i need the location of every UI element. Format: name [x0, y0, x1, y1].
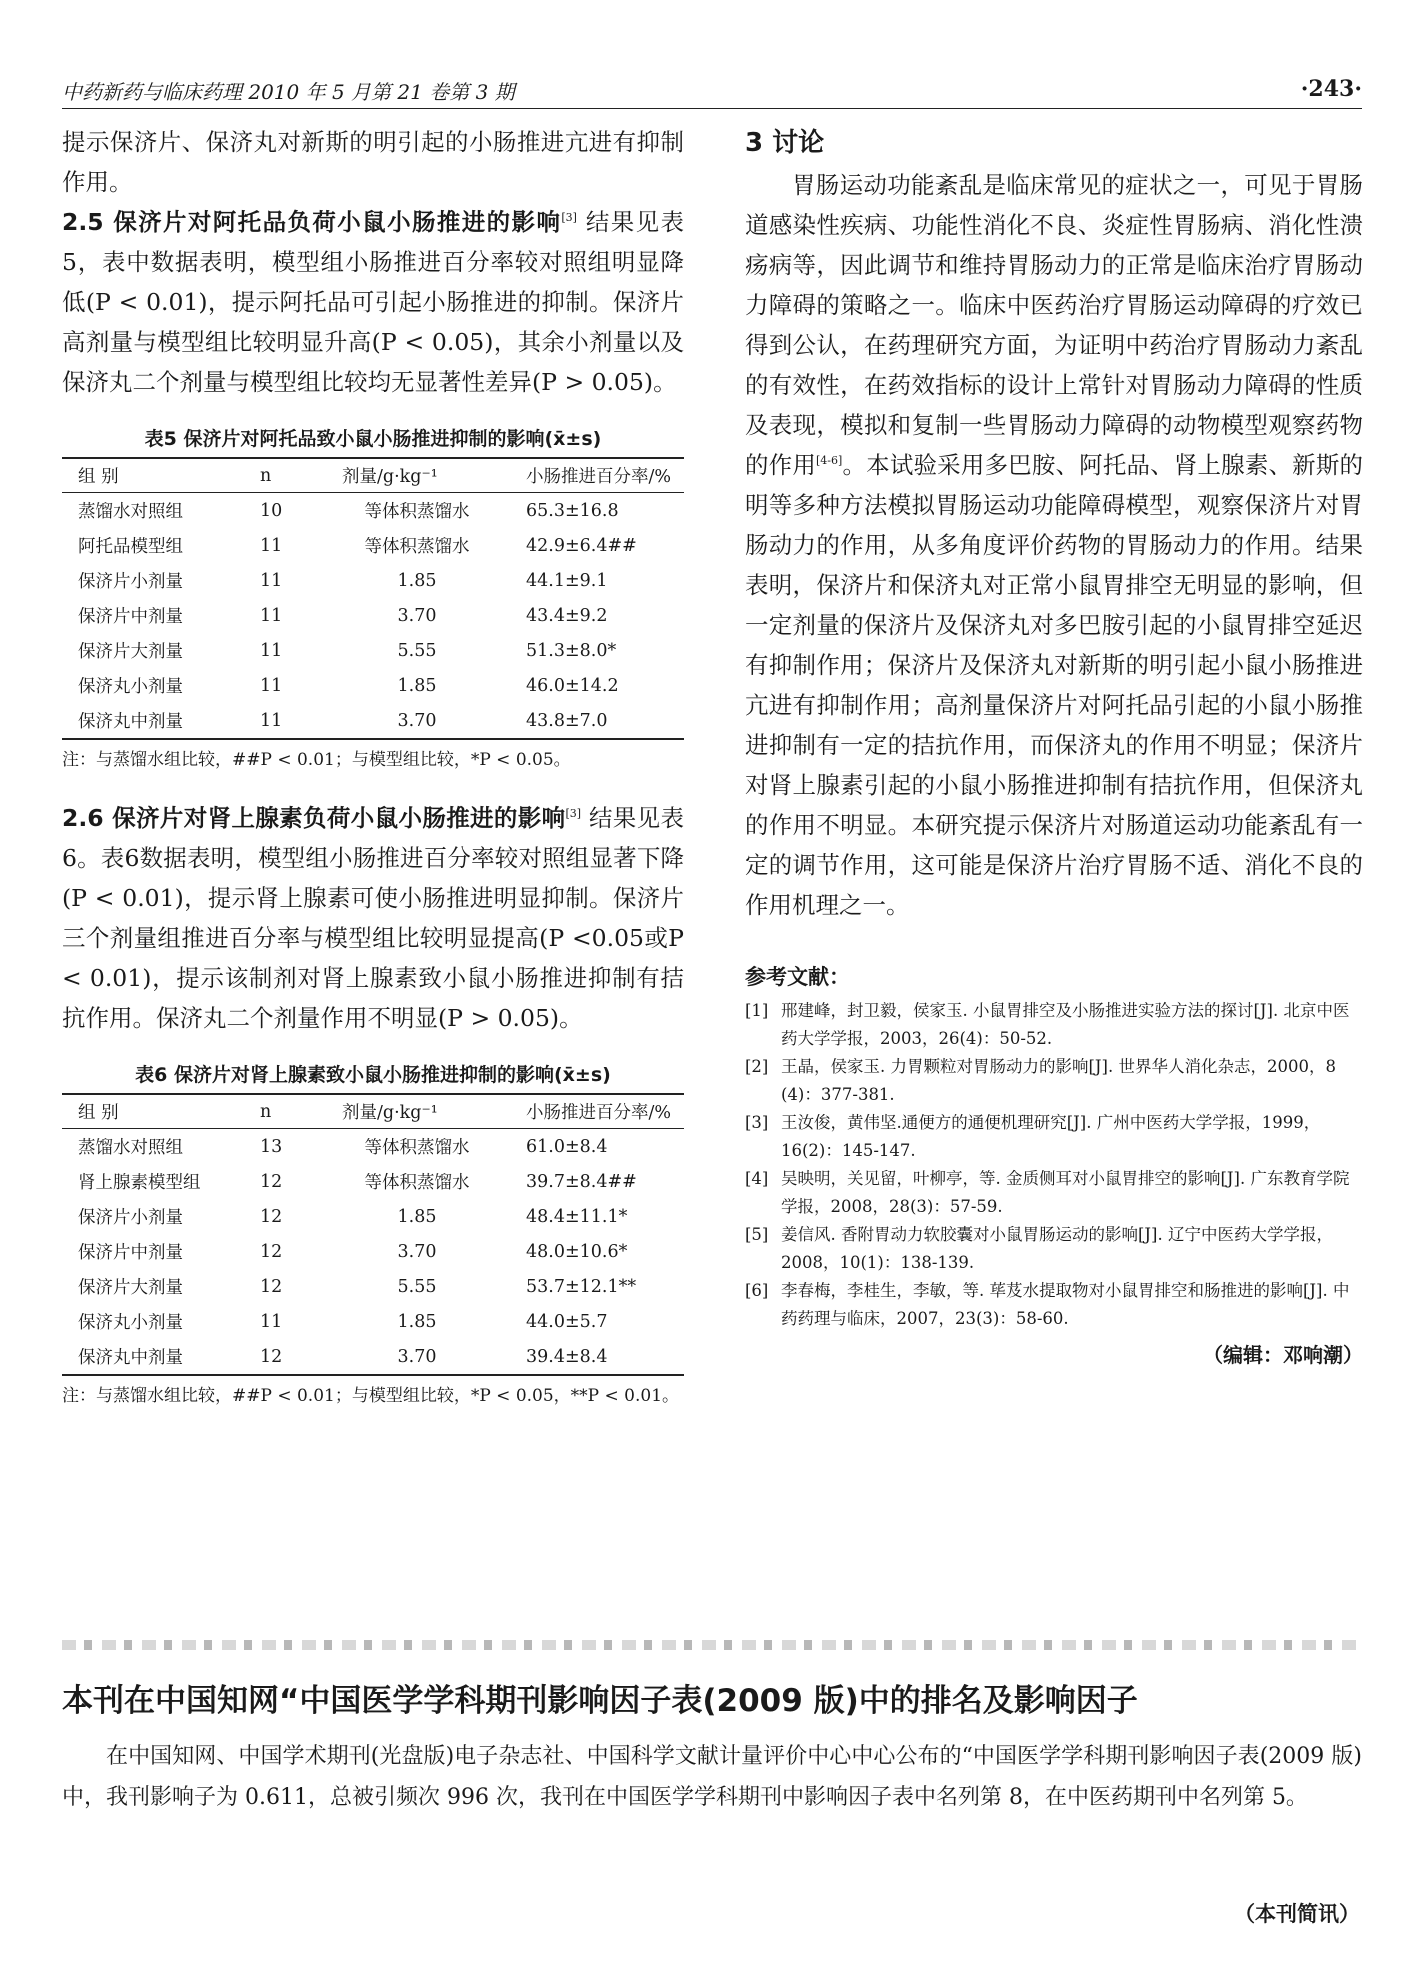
- table-cell: 11: [260, 675, 283, 696]
- section-2-6: [62, 798, 684, 1038]
- left-column: [62, 122, 684, 1410]
- section-text: 结果见表6。表6数据表明，模型组小肠推进百分率较对照组显著下降(P < 0.01)，提示肾上腺素可使小肠推进明显抑制。保济片三个剂量组推进百分率与模型组比较明显提高(P <0.05或P < 0.01)，提示该制剂对肾上腺素致小鼠小肠推进抑制有拮抗作用。保济丸二个剂量作用不明显(P > 0.05)。: [62, 804, 685, 1032]
- table-cell: 等体积蒸馏水: [364, 502, 470, 522]
- right-column: [745, 122, 1363, 1388]
- notice-body: [62, 1736, 1362, 1818]
- table-cell: 39.7±8.4##: [526, 1171, 637, 1192]
- table-cell: 11: [260, 570, 283, 591]
- col-header: 小肠推进百分率/%: [498, 458, 684, 493]
- citation: [3]: [561, 211, 577, 225]
- discussion-heading: 3 讨论: [745, 128, 825, 158]
- reference-number: [3]: [745, 1113, 769, 1132]
- discussion-text: 胃肠运动功能紊乱是临床常见的症状之一，可见于胃肠道感染性疾病、功能性消化不良、炎症性胃肠病、消化性溃疡病等，因此调节和维持胃肠动力的正常是临床治疗胃肠动力障碍的策略之一。临床中医药治疗胃肠运动障碍的疗效已得到公认，在药理研究方面，为证明中药治疗胃肠动力紊乱的有效性，在药效指标的设计上常针对胃肠动力障碍的性质及表现，模拟和复制一些胃肠动力障碍的动物模型观察药物的作用: [745, 171, 1363, 479]
- table-cell: 保济片小剂量: [78, 1208, 183, 1228]
- reference-item: [745, 1221, 1363, 1277]
- reference-text: 王汝俊，黄伟坚.通便方的通便机理研究[J]. 广州中医药大学学报，1999，16(2)：145-147.: [781, 1113, 1321, 1160]
- table-cell: 44.1±9.1: [526, 570, 608, 591]
- table-cell: 48.0±10.6*: [526, 1241, 628, 1262]
- table-row: [62, 633, 684, 668]
- col-header: 组 别: [62, 458, 254, 493]
- table-cell: 1.85: [397, 570, 437, 591]
- notice-text: 在中国知网、中国学术期刊(光盘版)电子杂志社、中国科学文献计量评价中心中心公布的“中国医学学科期刊影响因子表(2009 版)中，我刊影响子为 0.611，总被引频次 996 次，我刊在中国医学学科期刊中影响因子表中名列第 8，在中医药期刊中名列第 5。: [62, 1744, 1362, 1810]
- table-cell: 12: [254, 1339, 336, 1375]
- editor-credit: （编辑：邓响潮）: [1203, 1343, 1363, 1367]
- running-header: [62, 72, 1362, 109]
- table-cell: 保济丸小剂量: [78, 677, 183, 697]
- table5-note: 注：与蒸馏水组比较，##P < 0.01；与模型组比较，*P < 0.05。: [62, 750, 571, 770]
- reference-item: [745, 1277, 1363, 1333]
- table-cell: 65.3±16.8: [526, 500, 619, 521]
- table-cell: 43.4±9.2: [526, 605, 608, 626]
- section-title: 2.6 保济片对肾上腺素负荷小鼠小肠推进的影响: [62, 804, 566, 832]
- reference-text: 吴映明，关见留，叶柳亭，等. 金质侧耳对小鼠胃排空的影响[J]. 广东教育学院学报，2008，28(3)：57-59.: [781, 1169, 1350, 1216]
- table-row: [62, 528, 684, 563]
- table-row: [62, 703, 684, 739]
- citation: [3]: [565, 807, 582, 821]
- table-cell: 蒸馏水对照组: [78, 1138, 183, 1158]
- reference-item: [745, 1165, 1363, 1221]
- table-cell: 11: [254, 703, 336, 739]
- table-cell: 等体积蒸馏水: [364, 1138, 470, 1158]
- col-header: 剂量/g·kg⁻¹: [336, 458, 498, 493]
- table-cell: 48.4±11.1*: [526, 1206, 628, 1227]
- table-cell: 1.85: [397, 1311, 437, 1332]
- reference-text: 王晶，侯家玉. 力胃颗粒对胃肠动力的影响[J]. 世界华人消化杂志，2000，8 (4)：377-381.: [781, 1057, 1336, 1104]
- table-cell: 42.9±6.4##: [526, 535, 637, 556]
- table-cell: 11: [260, 1311, 283, 1332]
- reference-number: [5]: [745, 1225, 769, 1244]
- table-cell: 5.55: [397, 1276, 437, 1297]
- table-cell: 1.85: [397, 1206, 437, 1227]
- paragraph: 提示保济片、保济丸对新斯的明引起的小肠推进亢进有抑制作用。: [62, 128, 684, 196]
- table-cell: 10: [260, 500, 283, 521]
- section-2-5: [62, 202, 684, 402]
- table-cell: 43.8±7.0: [498, 703, 684, 739]
- table-cell: 保济丸小剂量: [78, 1313, 183, 1333]
- table-cell: 11: [260, 640, 283, 661]
- table-row: [62, 1304, 684, 1339]
- reference-number: [6]: [745, 1281, 769, 1300]
- table-cell: 1.85: [397, 675, 437, 696]
- col-header: n: [254, 1094, 336, 1129]
- table-row: [62, 1339, 684, 1375]
- table-cell: 61.0±8.4: [526, 1136, 608, 1157]
- reference-number: [2]: [745, 1057, 769, 1076]
- reference-item: [745, 997, 1363, 1053]
- table-cell: 保济片小剂量: [78, 572, 183, 592]
- discussion-text-cont: 。本试验采用多巴胺、阿托品、肾上腺素、新斯的明等多种方法模拟胃肠运动功能障碍模型，观察保济片对胃肠动力的作用，从多角度评价药物的胃肠动力的作用。结果表明，保济片和保济丸对正常小鼠胃排空无明显的影响，但一定剂量的保济片及保济丸对多巴胺引起的小鼠胃排空延迟有抑制作用；保济片及保济丸对新斯的明引起小鼠小肠推进亢进有抑制作用；高剂量保济片对阿托品引起的小鼠小肠推进抑制有一定的拮抗作用，而保济丸的作用不明显；保济片对肾上腺素引起的小鼠小肠推进抑制有拮抗作用，但保济丸的作用不明显。本研究提示保济片对肠道运动功能紊乱有一定的调节作用，这可能是保济片治疗胃肠不适、消化不良的作用机理之一。: [745, 451, 1364, 919]
- notice-source: （本刊简讯）: [1234, 1901, 1360, 1926]
- reference-text: 邢建峰，封卫毅，侯家玉. 小鼠胃排空及小肠推进实验方法的探讨[J]. 北京中医药大学学报，2003，26(4)：50-52.: [781, 1001, 1350, 1048]
- notice-title: 本刊在中国知网“中国医学学科期刊影响因子表(2009 版)中的排名及影响因子: [62, 1683, 1138, 1719]
- col-header: 剂量/g·kg⁻¹: [336, 1094, 498, 1129]
- table-row: [62, 1129, 684, 1165]
- table-cell: 12: [260, 1171, 283, 1192]
- section-title: 2.5 保济片对阿托品负荷小鼠小肠推进的影响: [62, 208, 562, 236]
- col-header: n: [254, 458, 336, 493]
- table-row: [62, 1199, 684, 1234]
- table-cell: 12: [260, 1206, 283, 1227]
- reference-number: [1]: [745, 1001, 769, 1020]
- col-header: 小肠推进百分率/%: [498, 1094, 684, 1129]
- table-cell: 11: [260, 605, 283, 626]
- journal-info: 中药新药与临床药理 2010 年 5 月第 21 卷第 3 期: [62, 80, 515, 104]
- discussion-paragraph: [745, 165, 1363, 925]
- citation: [4-6]: [816, 454, 843, 468]
- reference-item: [745, 1053, 1363, 1109]
- reference-list: [745, 997, 1363, 1333]
- col-header: 组 别: [62, 1094, 254, 1129]
- table5-caption: 表5 保济片对阿托品致小鼠小肠推进抑制的影响(x̄±s): [144, 428, 602, 450]
- reference-item: [745, 1109, 1363, 1165]
- table-cell: 5.55: [397, 640, 437, 661]
- reference-text: 李春梅，李桂生，李敏，等. 荜芨水提取物对小鼠胃排空和肠推进的影响[J]. 中药药理与临床，2007，23(3)：58-60.: [781, 1281, 1350, 1328]
- table-cell: 3.70: [336, 703, 498, 739]
- table-cell: 3.70: [397, 605, 437, 626]
- reference-number: [4]: [745, 1169, 769, 1188]
- table-cell: 13: [260, 1136, 283, 1157]
- table-row: [62, 563, 684, 598]
- table-cell: 保济片大剂量: [78, 642, 183, 662]
- table-cell: 11: [260, 535, 283, 556]
- table-row: [62, 668, 684, 703]
- table-cell: 51.3±8.0*: [526, 640, 617, 661]
- table-cell: 保济丸中剂量: [62, 703, 254, 739]
- table-cell: 53.7±12.1**: [526, 1276, 637, 1297]
- table6-caption: 表6 保济片对肾上腺素致小鼠小肠推进抑制的影响(x̄±s): [135, 1064, 611, 1086]
- table-cell: 肾上腺素模型组: [78, 1173, 201, 1193]
- table-row: [62, 1269, 684, 1304]
- table-cell: 39.4±8.4: [498, 1339, 684, 1375]
- table6: [62, 1093, 684, 1376]
- table-cell: 12: [260, 1276, 283, 1297]
- table-cell: 阿托品模型组: [78, 537, 183, 557]
- table-cell: 保济丸中剂量: [62, 1339, 254, 1375]
- table5: [62, 457, 684, 740]
- table-cell: 3.70: [336, 1339, 498, 1375]
- table-cell: 保济片中剂量: [78, 1243, 183, 1263]
- table-row: [62, 598, 684, 633]
- table-cell: 等体积蒸馏水: [364, 1173, 470, 1193]
- section-text: 结果见表5，表中数据表明，模型组小肠推进百分率较对照组明显降低(P < 0.01)，提示阿托品可引起小肠推进的抑制。保济片高剂量与模型组比较明显升高(P < 0.05)，其余小剂量以及保济丸二个剂量与模型组比较均无显著性差异(P > 0.05)。: [62, 208, 685, 396]
- table-cell: 等体积蒸馏水: [364, 537, 470, 557]
- table-row: [62, 1164, 684, 1199]
- page-number: ·243·: [1300, 76, 1362, 102]
- references-heading: 参考文献：: [745, 965, 850, 989]
- table-cell: 3.70: [397, 1241, 437, 1262]
- table-row: [62, 1234, 684, 1269]
- reference-text: 姜信风. 香附胃动力软胶囊对小鼠胃肠运动的影响[J]. 辽宁中医药大学学报，2008，10(1)：138-139.: [781, 1225, 1333, 1272]
- table6-note: 注：与蒸馏水组比较，##P < 0.01；与模型组比较，*P < 0.05，**P < 0.01。: [62, 1386, 680, 1406]
- table-cell: 蒸馏水对照组: [78, 502, 183, 522]
- table-cell: 12: [260, 1241, 283, 1262]
- table-row: [62, 493, 684, 529]
- table-cell: 44.0±5.7: [526, 1311, 608, 1332]
- table-cell: 保济片中剂量: [78, 607, 183, 627]
- table-cell: 保济片大剂量: [78, 1278, 183, 1298]
- table-cell: 46.0±14.2: [526, 675, 619, 696]
- divider: [62, 1640, 1362, 1650]
